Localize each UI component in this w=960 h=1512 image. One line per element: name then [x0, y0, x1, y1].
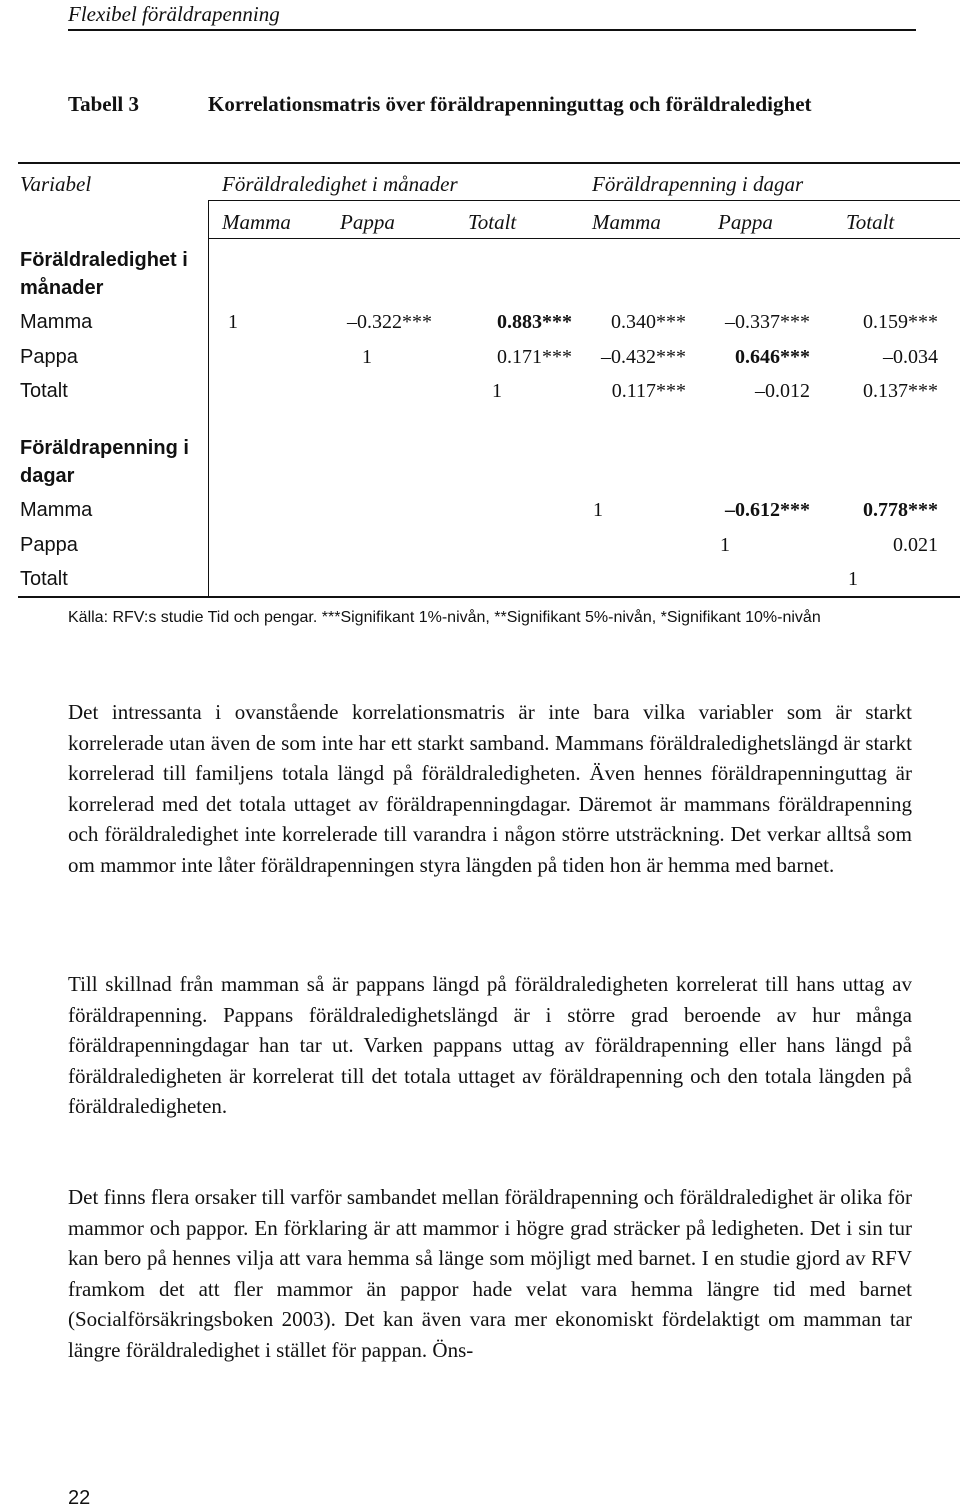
table-cell: 1: [593, 499, 603, 521]
table-cell: –0.322***: [347, 311, 432, 333]
table-cell: 0.171***: [497, 346, 572, 368]
table-cell: –0.034: [883, 346, 938, 368]
table-cell: 1: [848, 568, 858, 590]
row-label: Mamma: [20, 311, 93, 333]
section-title: Föräldraledighet i månader: [20, 249, 188, 299]
table-cell: 0.778***: [863, 499, 938, 521]
stub-divider: [208, 200, 209, 596]
table-cell: 0.883***: [497, 311, 572, 333]
table-cell: 0.646***: [735, 346, 810, 368]
page-number: 22: [68, 1487, 91, 1509]
column-header: Mamma: [592, 210, 661, 234]
table-cell: 1: [228, 311, 238, 333]
table-label: Tabell 3: [68, 92, 139, 116]
body-paragraph: Det intressanta i ovanstående korrelationsmatris är inte bara vilka variabler som är starkt korrelerade utan även de som inte har ett starkt samband. Mammans föräldraledighetslängd är starkt korrelerad till familjens totala längd på föräldraledigheten. Även hennes föräldrapenninguttag är korrelerad med det totala uttaget av föräldrapenningdagar. Däremot är mammans föräldrapenning och föräldraledighet inte korrelerade till varandra i någon större utsträckning. Det verkar alltså som om mammor inte låter föräldrapenningen styra längden på tiden hon är hemma med barnet.: [68, 700, 912, 877]
table-cell: –0.432***: [601, 346, 686, 368]
section-title: Föräldrapenning i dagar: [20, 437, 189, 487]
group-header-benefit: Föräldrapenning i dagar: [592, 172, 804, 196]
table-cell: 1: [720, 534, 730, 556]
table-cell: 0.159***: [863, 311, 938, 333]
column-header: Totalt: [846, 210, 895, 234]
table-cell: 0.117***: [611, 380, 686, 402]
row-label: Totalt: [20, 380, 68, 402]
table-cell: 0.340***: [611, 311, 686, 333]
column-header: Mamma: [222, 210, 291, 234]
table-cell: –0.612***: [725, 499, 810, 521]
table-source-note: Källa: RFV:s studie Tid och pengar. ***Signifikant 1%-nivån, **Signifikant 5%-nivån, *Signifikant 10%-nivån: [68, 609, 821, 626]
body-paragraph: Till skillnad från mamman så är pappans längd på föräldraledigheten korrelerat till hans uttag av föräldrapenning. Pappans föräldraledighetslängd är i större grad beroende av hur många föräldrapenningdagar han tar ut. Varken pappans uttag av föräldrapenning eller hans längd på föräldraledigheten är korrelerat till det totala uttaget av föräldrapenning och den totala längden på föräldraledigheten.: [68, 972, 912, 1118]
column-header: Pappa: [718, 210, 773, 234]
body-paragraph: Det finns flera orsaker till varför sambandet mellan föräldrapenning och föräldraledighet är olika för mammor och pappor. En förklaring är att mammor i högre grad sträcker på ledigheten. Det i sin tur kan bero på hennes vilja att vara hemma så länge som möjligt med barnet. I en studie gjord av RFV framkom det att fler mammor än pappor hade velat vara hemma längre tid med barnet (Socialförsäkringsboken 2003). Det kan även vara mer ekonomiskt fördelaktigt om mamman tar längre föräldraledighet i stället för pappan. Öns-: [68, 1185, 912, 1362]
table-cell: –0.012: [755, 380, 810, 402]
column-header-rule: [208, 238, 960, 239]
column-header: Totalt: [468, 210, 517, 234]
correlation-table: [18, 162, 960, 598]
table-cell: 1: [362, 346, 372, 368]
running-header: [68, 0, 916, 31]
variable-header: Variabel: [20, 172, 92, 196]
table-cell: 0.137***: [863, 380, 938, 402]
group-header-rule: [208, 200, 960, 201]
table-title: Korrelationsmatris över föräldrapenninguttag och föräldraledighet: [208, 92, 812, 116]
table-cell: –0.337***: [725, 311, 810, 333]
group-header-leave: Föräldraledighet i månader: [222, 172, 458, 196]
row-label: Pappa: [20, 534, 78, 556]
row-label: Mamma: [20, 499, 93, 521]
table-cell: 1: [492, 380, 502, 402]
column-header: Pappa: [340, 210, 395, 234]
running-title: Flexibel föräldrapenning: [68, 2, 280, 26]
row-label: Pappa: [20, 346, 78, 368]
table-cell: 0.021: [893, 534, 938, 556]
row-label: Totalt: [20, 568, 68, 590]
